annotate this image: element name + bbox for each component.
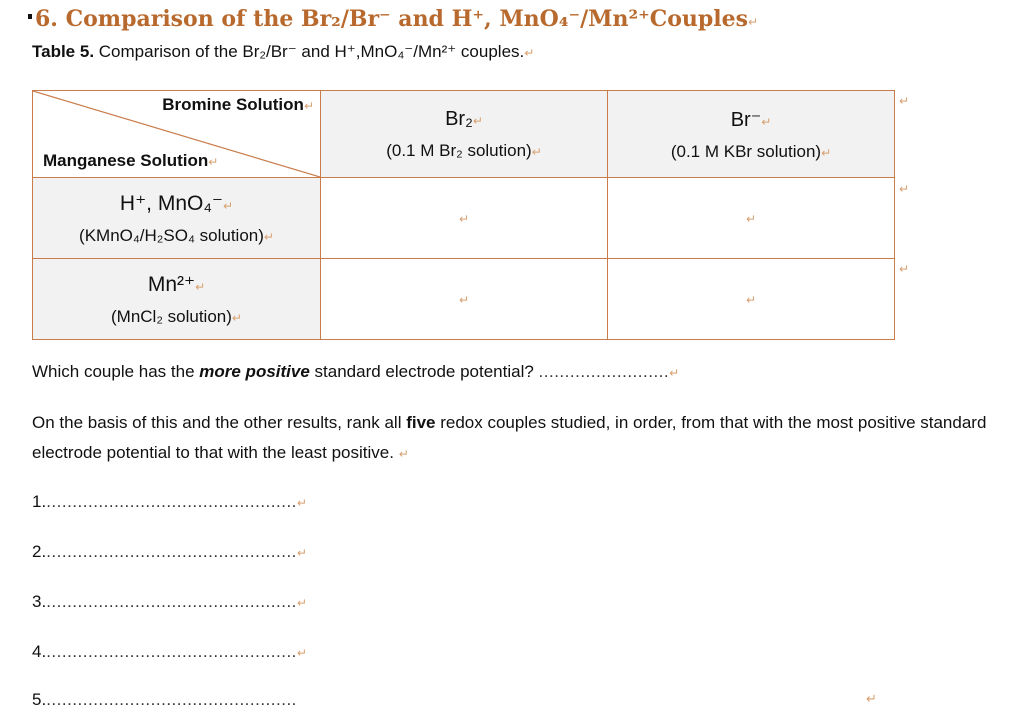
column-detail: (0.1 M Br₂ solution)↵ [386,140,542,160]
result-cell-mn2-br2[interactable]: ↵ [321,259,608,340]
column-detail: (0.1 M KBr solution)↵ [670,141,832,161]
row-end-mark: ↵ [899,182,910,196]
row-detail: (KMnO₄/H₂SO₄ solution)↵ [79,225,274,245]
corner-top-label: Bromine Solution↵ [162,95,314,114]
question-emphasis: more positive [199,362,310,381]
ranking-bold-word: five [406,413,436,432]
paragraph-end-mark: ↵ [866,692,877,707]
ranking-line-5[interactable]: 5................................................. [32,690,297,709]
ranking-line-2[interactable]: 2.................................................↵ [32,542,307,561]
ranking-line-4[interactable]: 4.................................................↵ [32,642,307,661]
row-header-mn2 [33,259,321,340]
column-symbol: Br₂↵ [445,107,483,130]
corner-cell [33,91,321,178]
heading-bullet [28,14,32,19]
ranking-line-1[interactable]: 1.................................................↵ [32,492,307,511]
column-symbol: Br⁻↵ [730,108,772,131]
column-header-br-minus [608,91,895,178]
corner-bottom-label: Manganese Solution↵ [43,151,219,170]
answer-blank[interactable]: ......................... [538,362,670,381]
row-header-mno4 [33,178,321,259]
table-caption: Table 5. Comparison of the Br₂/Br⁻ and H⁺,MnO₄⁻/Mn²⁺ couples.↵ [32,42,535,61]
row-detail: (MnCl₂ solution)↵ [111,306,242,326]
question-text: Which couple has the more positive standard electrode potential? .........................↵ [32,362,680,381]
caption-label: Table 5. [32,42,95,61]
row-symbol: H⁺, MnO₄⁻↵ [119,191,234,215]
row-end-mark: ↵ [899,94,910,108]
result-cell-mno4-br2[interactable]: ↵ [321,178,608,259]
result-cell-mn2-br-minus[interactable]: ↵ [608,259,895,340]
section-heading: 6. Comparison of the Br₂/Br⁻ and H⁺, MnO₄⁻/Mn²⁺Couples↵ [35,6,759,32]
ranking-line-3[interactable]: 3.................................................↵ [32,592,307,611]
comparison-table [32,90,895,340]
row-end-mark: ↵ [899,262,910,276]
caption-text: Comparison of the Br₂/Br⁻ and H⁺,MnO₄⁻/Mn²⁺ couples. [94,42,525,61]
column-header-br2 [321,91,608,178]
ranking-instructions: On the basis of this and the other results, rank all five redox couples studied, in order, from that with the most positive standard electrode potential to that with the least positive. ↵ [32,413,987,462]
result-cell-mno4-br-minus[interactable]: ↵ [608,178,895,259]
row-symbol: Mn²⁺↵ [147,272,206,296]
